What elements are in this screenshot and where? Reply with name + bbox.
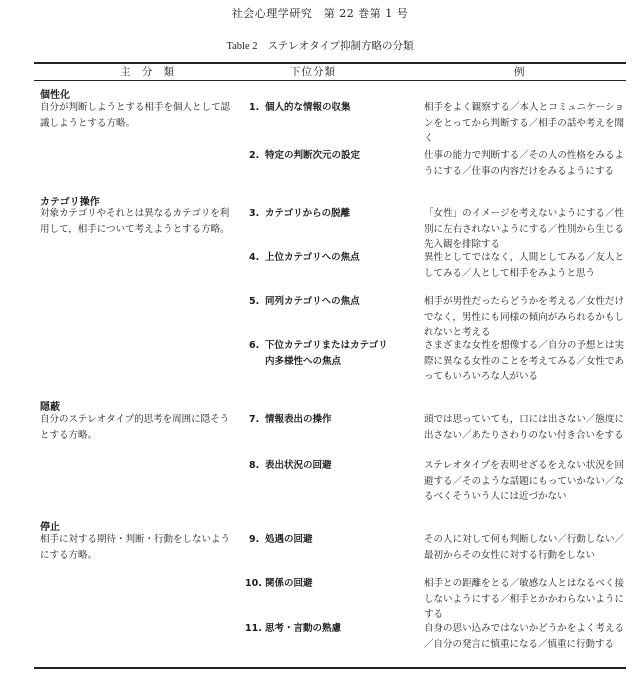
strategy-1-example: 相手をよく観察する／本人とコミュニケーションをとってから判断する／相手の話や考えを聞く — [424, 102, 624, 144]
group-title-category-operation: カテゴリ操作 — [40, 197, 100, 208]
running-head: 社会心理学研究 第 22 巻第 1 号 — [231, 7, 409, 20]
strategy-label: 特定の判断次元の設定 — [265, 150, 361, 161]
group-title-stopping: 停止 — [40, 522, 60, 533]
strategy-3 — [249, 206, 419, 222]
table-header-rule — [34, 80, 626, 81]
group-title-concealment: 隠蔽 — [40, 402, 60, 413]
strategy-10-example: 相手との距離をとる／敏感な人とはなるべく接しないようにする／相手とかかわらないようにする — [424, 578, 624, 620]
group-desc-concealment: 自分のステレオタイプ的思考を周囲に隠そうとする方略。 — [40, 414, 230, 441]
strategy-5-example: 相手が男性だったらどうかを考える／女性だけでなく，男性にも同様の傾向がみられるかもしれないと考える — [424, 296, 624, 338]
table-title: ステレオタイプ抑制方略の分類 — [267, 40, 414, 52]
strategy-label-continued: 内多様性への焦点 — [265, 355, 342, 367]
group-desc-stopping: 相手に対する期待・判断・行動をしないようにする方略。 — [40, 534, 231, 561]
strategy-number: 5. — [249, 296, 260, 307]
table-caption — [0, 38, 640, 53]
strategy-label: 情報表出の操作 — [265, 414, 332, 425]
strategy-2 — [249, 148, 419, 164]
strategy-label: 表出状況の回避 — [265, 460, 332, 471]
strategy-number: 10. — [245, 578, 262, 589]
strategy-3-example: 「女性」のイメージを考えないようにする／性別に左右されないようにする／性別から生じる先入観を排除する — [424, 208, 624, 250]
strategy-number: 3. — [249, 208, 260, 219]
strategy-number: 7. — [249, 414, 260, 425]
strategy-label: カテゴリからの脱離 — [265, 208, 351, 219]
strategy-number: 6. — [249, 340, 260, 351]
strategy-label: 上位カテゴリへの焦点 — [265, 252, 360, 263]
strategy-number: 2. — [249, 150, 260, 161]
table-number: Table 2 — [226, 41, 258, 52]
strategy-5 — [249, 294, 419, 310]
strategy-label: 処遇の回避 — [265, 534, 313, 545]
strategy-number: 9. — [249, 534, 260, 545]
strategy-4 — [249, 250, 419, 266]
strategy-8 — [249, 458, 419, 474]
strategy-number: 1. — [249, 102, 260, 113]
strategy-number: 4. — [249, 252, 260, 263]
strategy-10 — [245, 576, 419, 592]
strategy-1 — [249, 100, 419, 116]
strategy-label: 同列カテゴリへの焦点 — [265, 296, 360, 307]
strategy-number: 11. — [245, 623, 262, 634]
group-title-individuation: 個性化 — [40, 90, 70, 101]
strategy-label: 個人的な情報の収集 — [265, 102, 351, 113]
strategy-7 — [249, 412, 419, 428]
strategy-9-example: その人に対して何も判断しない／行動しない／最初からその女性に対する行動をしない — [424, 534, 624, 561]
column-header-main: 主 分 類 — [120, 66, 179, 78]
strategy-9 — [249, 532, 419, 548]
column-header-sub: 下位分類 — [290, 66, 336, 78]
strategy-8-example: ステレオタイプを表明せざるをえない状況を回避する／そのような話題にもっていかない／なるべくそういう人には近づかない — [424, 460, 624, 502]
strategy-2-example: 仕事の能力で判断する／その人の性格をみるようにする／仕事の内容だけをみるようにする — [424, 150, 624, 177]
strategy-label: 関係の回避 — [265, 578, 313, 589]
strategy-4-example: 異性としてではなく，人間としてみる／友人としてみる／人として相手をみようと思う — [424, 252, 624, 279]
strategy-label: 思考・言動の熟慮 — [265, 623, 342, 634]
column-header-example: 例 — [514, 66, 529, 78]
strategy-11-example: 自身の思い込みではないかどうかをよく考える／自分の発言に慎重になる／慎重に行動する — [424, 623, 624, 650]
strategy-7-example: 頭では思っていても，口には出さない／態度に出さない／あたりさわりのない付き合いをする — [424, 414, 624, 441]
strategy-6 — [249, 338, 419, 369]
strategy-label: 下位カテゴリまたはカテゴリ — [265, 340, 388, 351]
group-desc-category-operation: 対象カテゴリやそれとは異なるカテゴリを利用して，相手について考えようとする方略。 — [40, 208, 230, 235]
strategy-11 — [245, 621, 419, 637]
group-desc-individuation: 自分が判断しようとする相手を個人として認識しようとする方略。 — [40, 102, 231, 129]
strategy-6-example: さまざまな女性を想像する／自分の予想とは実際に異なる女性のことを考えてみる／女性であってもいろいろな人がいる — [424, 340, 624, 382]
table-bottom-rule — [34, 667, 626, 669]
strategy-number: 8. — [249, 460, 260, 471]
